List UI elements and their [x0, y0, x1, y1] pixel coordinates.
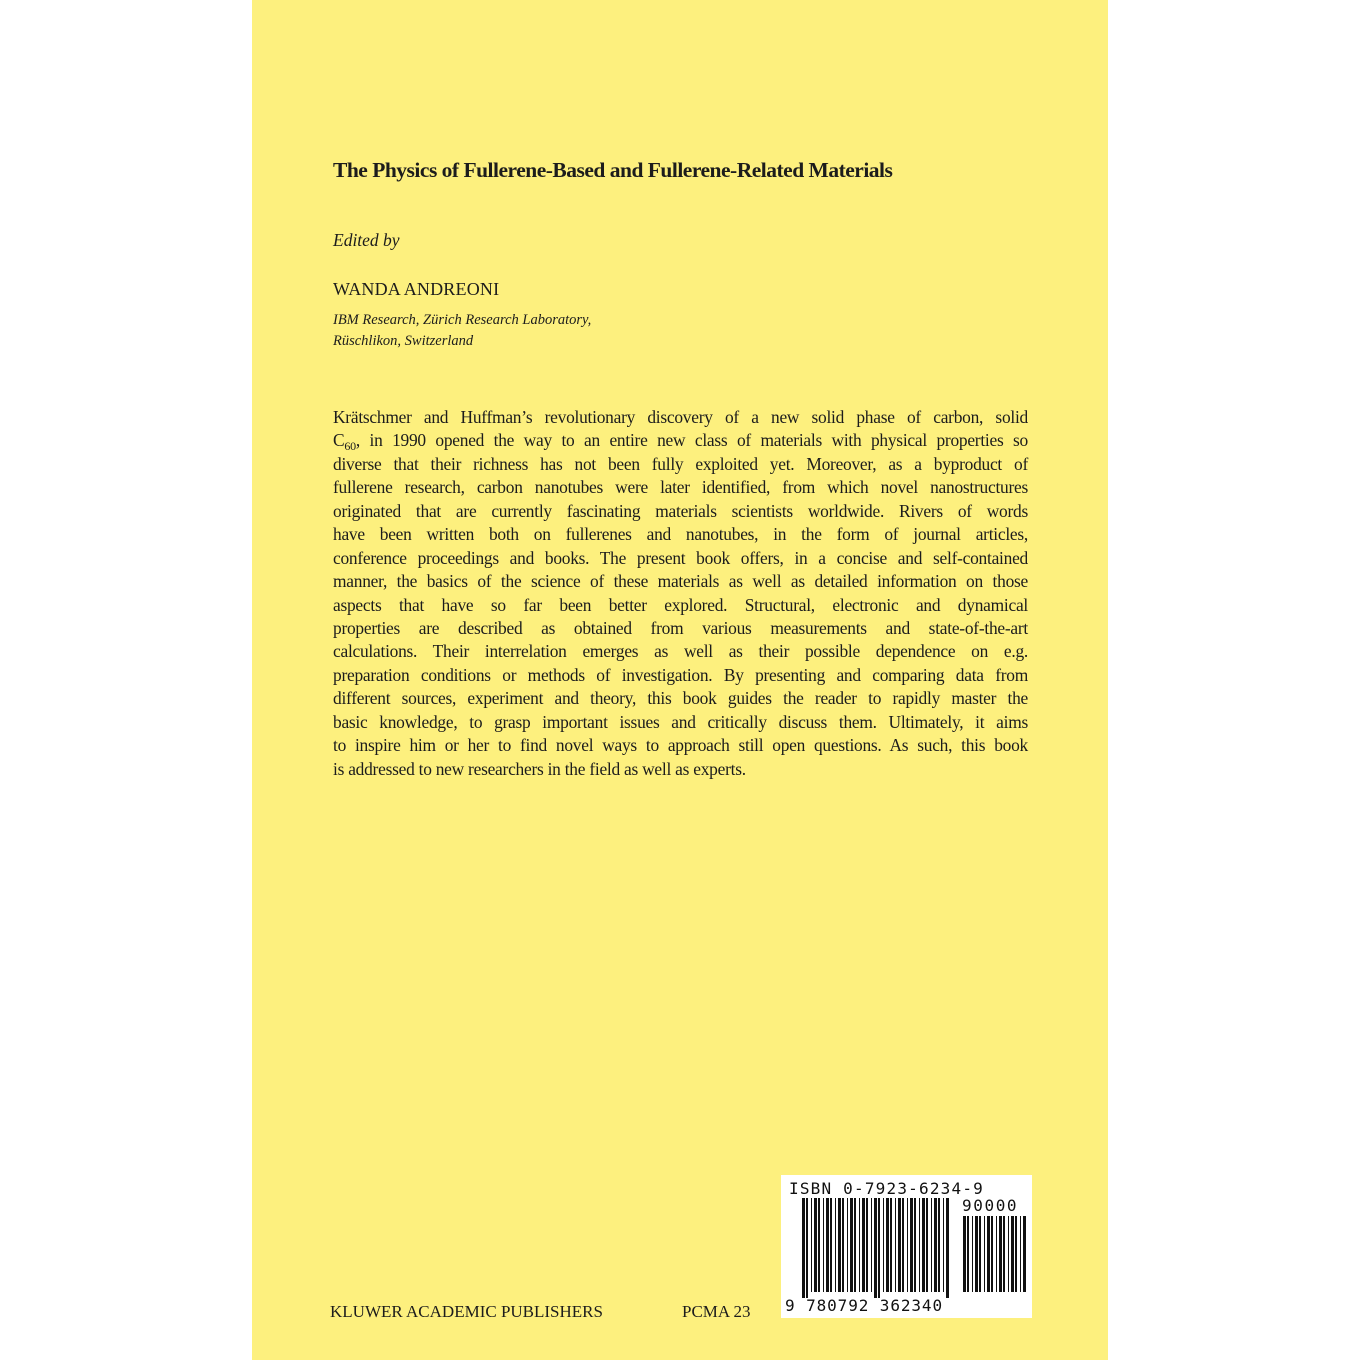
- barcode-bar: [996, 1216, 997, 1292]
- barcode-bar: [814, 1198, 817, 1292]
- description-line: basic knowledge, to grasp important issues and critically discuss them. Ultimately, it aims: [333, 711, 1028, 732]
- barcode-bar: [967, 1216, 969, 1292]
- barcode-bar: [850, 1198, 853, 1292]
- barcode-bar: [806, 1198, 808, 1298]
- description-line: Krätschmer and Huffman’s revolutionary discovery of a new solid phase of carbon, solid: [333, 407, 1028, 427]
- barcode-addon-digits: 90000: [962, 1196, 1019, 1215]
- barcode-bar: [902, 1198, 904, 1292]
- series-code: PCMA 23: [682, 1302, 751, 1321]
- publisher-name: KLUWER ACADEMIC PUBLISHERS: [330, 1302, 603, 1321]
- description-line: have been written both on fullerenes and nanotubes, in the form of journal articles,: [333, 524, 1028, 545]
- barcode-bar: [1015, 1216, 1017, 1292]
- barcode-bar: [910, 1198, 913, 1292]
- barcode-bar: [922, 1198, 925, 1292]
- description-line: different sources, experiment and theory, this book guides the reader to rapidly master the: [333, 688, 1028, 709]
- description-line: $C_{60}$, in 1990 opened the way to an entire new class of materials with physical properties so: [333, 430, 1028, 454]
- ean-digits: 9 780792 362340: [785, 1296, 943, 1315]
- editor-affiliation-line-1: IBM Research, Zürich Research Laboratory,: [333, 312, 592, 328]
- barcode-bar: [1023, 1216, 1026, 1292]
- barcode-bar: [835, 1198, 836, 1292]
- barcode-bar: [946, 1198, 949, 1298]
- barcode-bar: [938, 1198, 940, 1292]
- formula-c60: $C_{60}$: [333, 430, 356, 454]
- barcode-bar: [984, 1216, 985, 1292]
- barcode-bar: [914, 1198, 916, 1292]
- edited-by-label: Edited by: [333, 230, 400, 250]
- barcode-bar: [1003, 1216, 1005, 1292]
- barcode-bar: [838, 1198, 841, 1292]
- description-line: properties are described as obtained from various measurements and state-of-the-art: [333, 617, 1028, 638]
- barcode-bar: [830, 1198, 832, 1292]
- description-line: conference proceedings and books. The present book offers, in a concise and self-contained: [333, 547, 1028, 568]
- barcode-bar: [898, 1198, 901, 1292]
- barcode-bar: [963, 1216, 966, 1292]
- barcode-bar: [999, 1216, 1002, 1292]
- barcode-bar: [883, 1198, 884, 1292]
- description-line: fullerene research, carbon nanotubes were later identified, from which novel nanostructures: [333, 477, 1028, 498]
- barcode-bar: [1020, 1216, 1021, 1292]
- barcode-bar: [826, 1198, 829, 1292]
- barcode-bars-addon: [962, 1216, 1027, 1298]
- barcode-bar: [991, 1216, 993, 1292]
- description-line: manner, the basics of the science of these materials as well as detailed information on those: [333, 571, 1028, 592]
- barcode-bar: [802, 1198, 805, 1298]
- isbn-barcode: [781, 1175, 1032, 1318]
- barcode-bar: [926, 1198, 928, 1292]
- barcode-bar: [859, 1198, 860, 1292]
- barcode-bar: [854, 1198, 856, 1292]
- barcode-bar: [895, 1198, 896, 1292]
- barcode-bar: [818, 1198, 820, 1292]
- barcode-bar: [890, 1198, 892, 1292]
- barcode-bar: [919, 1198, 920, 1292]
- barcode-bar: [866, 1198, 868, 1292]
- barcode-bar: [907, 1198, 908, 1292]
- barcode-bar: [862, 1198, 865, 1292]
- description-line: aspects that have so far been better explored. Structural, electronic and dynamical: [333, 594, 1028, 615]
- editor-name: WANDA ANDREONI: [333, 279, 500, 299]
- barcode-bar: [886, 1198, 889, 1292]
- description-line: diverse that their richness has not been fully exploited yet. Moreover, as a byproduct of: [333, 453, 1028, 474]
- barcode-bar: [1008, 1216, 1009, 1292]
- barcode-bar: [972, 1216, 973, 1292]
- description-line: is addressed to new researchers in the field as well as experts.: [333, 758, 746, 779]
- description-line: calculations. Their interrelation emerges as well as their possible dependence on e.g.: [333, 641, 1028, 662]
- barcode-bar: [931, 1198, 932, 1292]
- barcode-bar: [975, 1216, 978, 1292]
- book-description: [333, 406, 1028, 781]
- book-title: The Physics of Fullerene-Based and Fullerene-Related Materials: [333, 158, 893, 182]
- barcode-bar: [987, 1216, 990, 1292]
- barcode-bar: [934, 1198, 937, 1292]
- barcode-bars-main: [801, 1198, 951, 1298]
- barcode-bar: [1011, 1216, 1014, 1292]
- barcode-bar: [871, 1198, 872, 1292]
- barcode-bar: [943, 1198, 944, 1292]
- description-line: preparation conditions or methods of investigation. By presenting and comparing data from: [333, 664, 1028, 685]
- barcode-bar: [874, 1198, 877, 1298]
- barcode-bar: [979, 1216, 981, 1292]
- editor-affiliation-line-2: Rüschlikon, Switzerland: [333, 333, 474, 349]
- description-line: originated that are currently fascinating materials scientists worldwide. Rivers of words: [333, 500, 1028, 521]
- isbn-label: ISBN 0-7923-6234-9: [789, 1179, 984, 1198]
- barcode-bar: [847, 1198, 848, 1292]
- barcode-bar: [878, 1198, 880, 1298]
- barcode-bar: [842, 1198, 844, 1292]
- barcode-bar: [811, 1198, 812, 1292]
- barcode-bar: [823, 1198, 824, 1292]
- description-line: to inspire him or her to find novel ways to approach still open questions. As such, this book: [333, 735, 1028, 756]
